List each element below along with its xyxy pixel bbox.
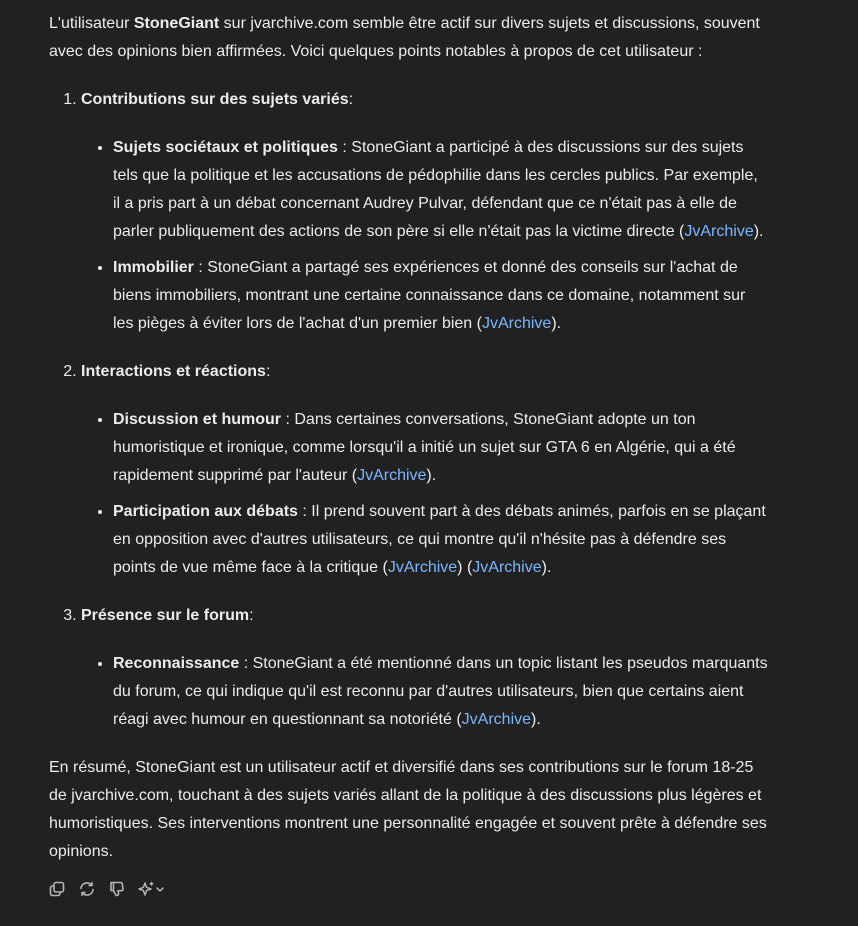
model-switch-button[interactable] — [137, 877, 167, 901]
bullet-text: : Il prend souvent part à des débats animés, parfois en se plaçant en opposition avec d'autres utilisateurs, ce qui montre qu'il n'hésite pas à défendre ses points de vue même face à la critique ( — [113, 503, 766, 576]
source-link[interactable]: JvArchive — [684, 223, 754, 240]
sections-list — [49, 86, 769, 734]
copy-button[interactable] — [47, 877, 67, 901]
bullet-text: : StoneGiant a participé à des discussions sur des sujets tels que la politique et les accusations de pédophilie dans les cercles publics. Par exemple, il a pris part à un débat concernant Audrey Pulvar, défendant que ce n'était pas à elle de parler publiquement des actions de son père si elle n'était pas la victime directe ( — [113, 139, 758, 240]
summary-paragraph: En résumé, StoneGiant est un utilisateur actif et diversifié dans ses contributions sur le forum 18-25 de jvarchive.com, touchant à des sujets variés allant de la politique à des discussions plus légères et humoristiques. Ses interventions montrent une personnalité engagée et souvent prête à défendre ses opinions. — [49, 759, 767, 860]
bullet-end: ). — [531, 711, 541, 728]
bullet-item — [113, 406, 769, 490]
bullet-text: : StoneGiant a été mentionné dans un topic listant les pseudos marquants du forum, ce qui indique qu'il est reconnu par d'autres utilisateurs, bien que certains aient réagi avec humour en questionnant sa notoriété ( — [113, 655, 768, 728]
bullet-label: Sujets sociétaux et politiques — [113, 139, 338, 156]
bullet-label: Discussion et humour — [113, 411, 282, 428]
bullet-item — [113, 650, 769, 734]
regenerate-button[interactable] — [77, 877, 97, 901]
bullet-list — [81, 406, 769, 582]
bullet-list — [81, 134, 769, 338]
bullet-label: Immobilier — [113, 259, 194, 276]
section-title-colon: : — [348, 91, 354, 108]
source-link[interactable]: JvArchive — [387, 559, 458, 576]
thumbs-down-icon — [108, 880, 126, 898]
bullet-text: : StoneGiant a partagé ses expériences et donné des conseils sur l'achat de biens immobiliers, montrant une certaine connaissance dans ce domaine, notamment sur les pièges à éviter lors de l'achat d'un premier bien ( — [113, 259, 746, 332]
refresh-icon — [78, 880, 96, 898]
bullet-label: Participation aux débats — [113, 503, 298, 520]
section-title: Contributions sur des sujets variés — [81, 91, 349, 108]
section-title-colon: : — [249, 607, 254, 624]
source-link[interactable]: JvArchive — [472, 559, 542, 576]
section-item — [81, 602, 769, 734]
section-item — [81, 358, 769, 582]
chevron-down-icon — [157, 888, 163, 891]
intro-username: StoneGiant — [133, 15, 220, 32]
source-link[interactable]: JvArchive — [481, 315, 552, 332]
source-link[interactable]: JvArchive — [357, 467, 427, 484]
section-title-colon: : — [265, 363, 271, 380]
section-title: Interactions et réactions — [81, 363, 266, 380]
bullet-item — [113, 498, 769, 582]
bullet-end: ). — [541, 559, 552, 576]
section-title: Présence sur le forum — [81, 607, 250, 624]
bullet-end: ). — [753, 223, 764, 240]
bullet-end: ). — [426, 467, 437, 484]
bullet-text: : Dans certaines conversations, StoneGiant adopte un ton humoristique et ironique, comme lorsqu'il a initié un sujet sur GTA 6 en Algérie, qui a été rapidement supprimé par l'auteur ( — [113, 411, 736, 484]
source-link[interactable]: JvArchive — [461, 711, 532, 728]
bullet-mid: ) ( — [457, 559, 473, 576]
sparkle-icon — [137, 880, 167, 898]
intro-text-1: L'utilisateur — [49, 15, 134, 32]
bullet-list — [81, 650, 769, 734]
section-item — [81, 86, 769, 338]
copy-icon — [48, 880, 66, 898]
intro-text-2: sur jvarchive.com semble être actif sur divers sujets et discussions, souvent avec des opinions bien affirmées. Voici quelques points notables à propos de cet utilisateur : — [49, 15, 760, 60]
bullet-end: ). — [551, 315, 562, 332]
bullet-item — [113, 134, 769, 246]
bullet-item — [113, 254, 769, 338]
thumbs-down-button[interactable] — [107, 877, 127, 901]
intro-paragraph — [49, 10, 769, 66]
message-actions — [47, 877, 167, 901]
assistant-message — [49, 10, 769, 866]
bullet-label: Reconnaissance — [113, 655, 240, 672]
